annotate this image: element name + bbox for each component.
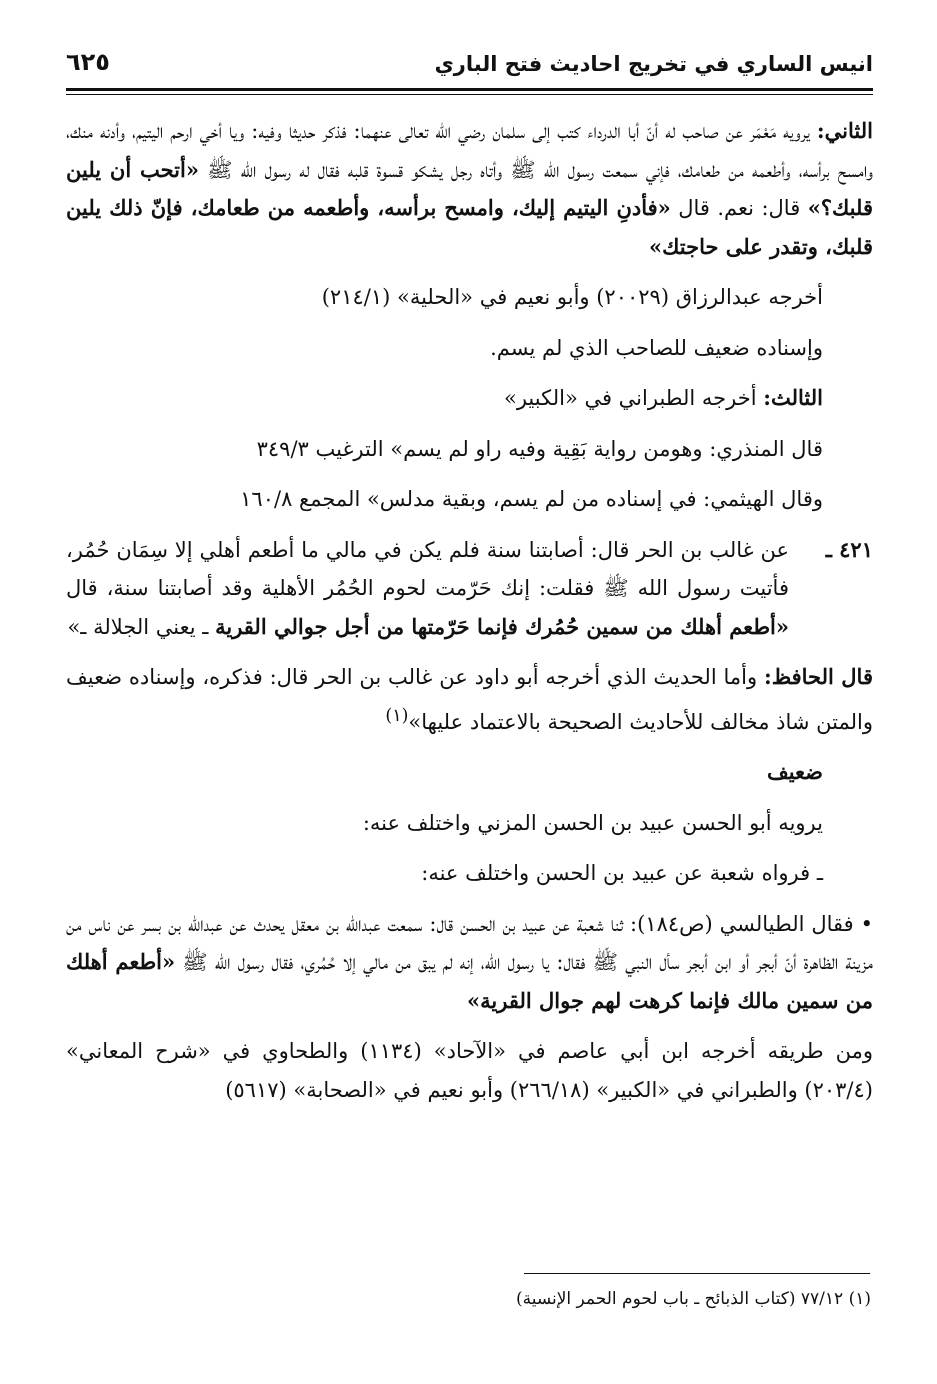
paragraph-text: أخرجه الطبراني في «الكبير»	[504, 386, 764, 410]
header-rule-thin	[66, 94, 873, 95]
footnote-ref: (١)	[385, 705, 409, 726]
grading-heading	[66, 753, 873, 792]
paragraph-text: قال: نعم. قال	[670, 196, 808, 220]
paragraph-text: وأما الحديث الذي أخرجه أبو داود عن غالب بن الحر قال: فذكره، وإسناده ضعيف والمتن شاذ مخالف للأحاديث الصحيحة بالاعتماد عليها»	[66, 665, 873, 734]
paragraph-text: يرويه مَعْمَر عن صاحب له أنّ أبا الدرداء كتب إلى سلمان رضي الله تعالى عنهما: فذكر حديثا وفيه: ويا أخي ارحم اليتيم، وأدنه منك، وامسح برأسه، وأطعمه من طعامك، فإني سمعت رسول الله ﷺ وأتاه رجل يشكو قسوة قلبه فقال له رسول الله ﷺ	[66, 119, 873, 182]
paragraph-hafiz	[66, 658, 873, 741]
section-label: الثالث:	[763, 385, 823, 410]
paragraph-isnad-weak: وإسناده ضعيف للصاحب الذي لم يسم.	[490, 335, 823, 360]
hadith-number: ٤٢١ ـ	[825, 536, 873, 562]
hadith-quote: «أطعم أهلك من سمين حُمُرك فإنما حَرّمتها من أجل جوالي القرية	[215, 613, 789, 639]
footnote-rule	[524, 1273, 870, 1274]
paragraph-text: • فقال الطيالسي (ص١٨٤): ثنا شعبة عن عبيد بن الحسن قال: سمعت عبدالله بن معقل يحدث عن عبدالله بن بسر عن ناس من مزينة الظاهرة أنّ أبجر أو ابن أبجر سأل النبي ﷺ فقال: يا رسول الله، إنه لم يبق من مالي إلا حُمُري، فقال رسول الله ﷺ	[66, 911, 873, 974]
hadith-quote: «أتحب أن يلين قلبك؟»	[66, 156, 873, 220]
main-text	[66, 112, 873, 1121]
paragraph-third-narration	[66, 379, 873, 418]
paragraph-narrator: يرويه أبو الحسن عبيد بن الحسن المزني واختلف عنه:	[362, 810, 823, 835]
paragraph-mundhiri: قال المنذري: وهومن رواية بَقِية وفيه راو لم يسم» الترغيب ٣٤٩/٣	[256, 436, 823, 461]
section-label: الثاني:	[816, 118, 873, 143]
paragraph-text: ـ يعني الجلالة ـ»	[67, 614, 216, 639]
running-title: انيس الساري في تخريج احاديث فتح الباري	[434, 52, 873, 76]
paragraph-takhrij: أخرجه عبدالرزاق (٢٠٠٢٩) وأبو نعيم في «الحلية» (٢١٤/١)	[321, 285, 823, 309]
paragraph-text: عن غالب بن الحر قال: أصابتنا سنة فلم يكن في مالي ما أطعم أهلي إلا سِمَان حُمُر، فأتيت رسول الله ﷺ فقلت: إنك حَرّمت لحوم الحُمُر الأهلية وقد أصابتنا سنة، قال	[66, 537, 789, 600]
paragraph-shuba: ـ فرواه شعبة عن عبيد بن الحسن واختلف عنه:	[421, 861, 823, 885]
header-rule-thick	[66, 88, 873, 91]
page-number: ٦٢٥	[66, 48, 110, 76]
footnote: (١) ٧٧/١٢ (كتاب الذبائح ـ باب لحوم الحمر الإنسية)	[515, 1289, 871, 1309]
paragraph-tayalisi	[66, 905, 873, 1021]
section-label: قال الحافظ:	[763, 664, 873, 689]
page-header	[66, 48, 873, 88]
hadith-quote: «أطعم أهلك من سمين مالك فإنما كرهت لهم جوال القرية»	[66, 949, 873, 1013]
paragraph-second-narration	[66, 112, 873, 266]
hadith-quote: «فأدنِ اليتيم إليك، وامسح برأسه، وأطعمه من طعامك، فإنّ ذلك يلين قلبك، وتقدر على حاجتك»	[66, 195, 873, 259]
paragraph-other-sources: ومن طريقه أخرجه ابن أبي عاصم في «الآحاد» (١١٣٤) والطحاوي في «شرح المعاني» (٢٠٣/٤) والطبراني في «الكبير» (٢٦٦/١٨) وأبو نعيم في «الصحابة» (٥٦١٧)	[66, 1039, 873, 1102]
paragraph-haythami: وقال الهيثمي: في إسناده من لم يسم، وبقية مدلس» المجمع ١٦٠/٨	[240, 487, 823, 511]
grading-label: ضعيف	[766, 759, 823, 784]
hadith-421	[66, 531, 873, 647]
